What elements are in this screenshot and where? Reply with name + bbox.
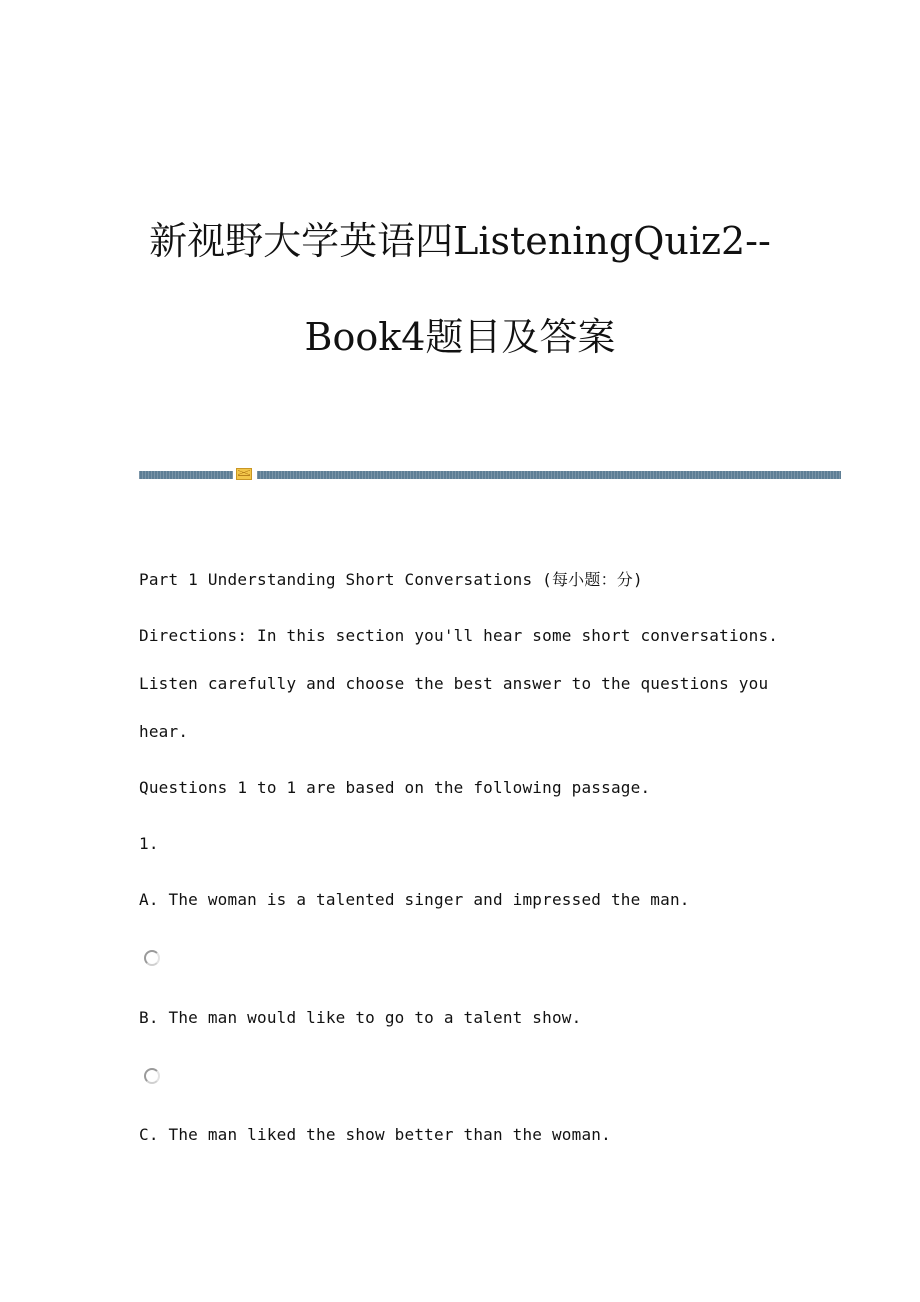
divider-bar-left [139, 471, 233, 479]
question-number: 1. [139, 834, 159, 853]
option-b-radio-icon[interactable] [144, 1068, 160, 1084]
option-a-text: A. The woman is a talented singer and impressed the man. [139, 890, 690, 909]
directions-line-2: Listen carefully and choose the best answer to the questions you [139, 674, 769, 693]
part-heading: Part 1 Understanding Short Conversations (每小题：分) [139, 570, 643, 589]
directions-line-1: Directions: In this section you'll hear some short conversations. [139, 626, 779, 645]
option-b-text: B. The man would like to go to a talent show. [139, 1008, 582, 1027]
divider-bar-right [257, 471, 841, 479]
page-title-line-2: Book4题目及答案 [304, 315, 616, 359]
page-title-line-1: 新视野大学英语四ListeningQuiz2-- [149, 219, 771, 263]
directions-line-3: hear. [139, 722, 189, 741]
option-c-text: C. The man liked the show better than the woman. [139, 1125, 611, 1144]
option-a-radio-icon[interactable] [144, 950, 160, 966]
questions-intro: Questions 1 to 1 are based on the following passage. [139, 778, 651, 797]
envelope-icon [236, 468, 252, 480]
section-divider [139, 466, 841, 484]
